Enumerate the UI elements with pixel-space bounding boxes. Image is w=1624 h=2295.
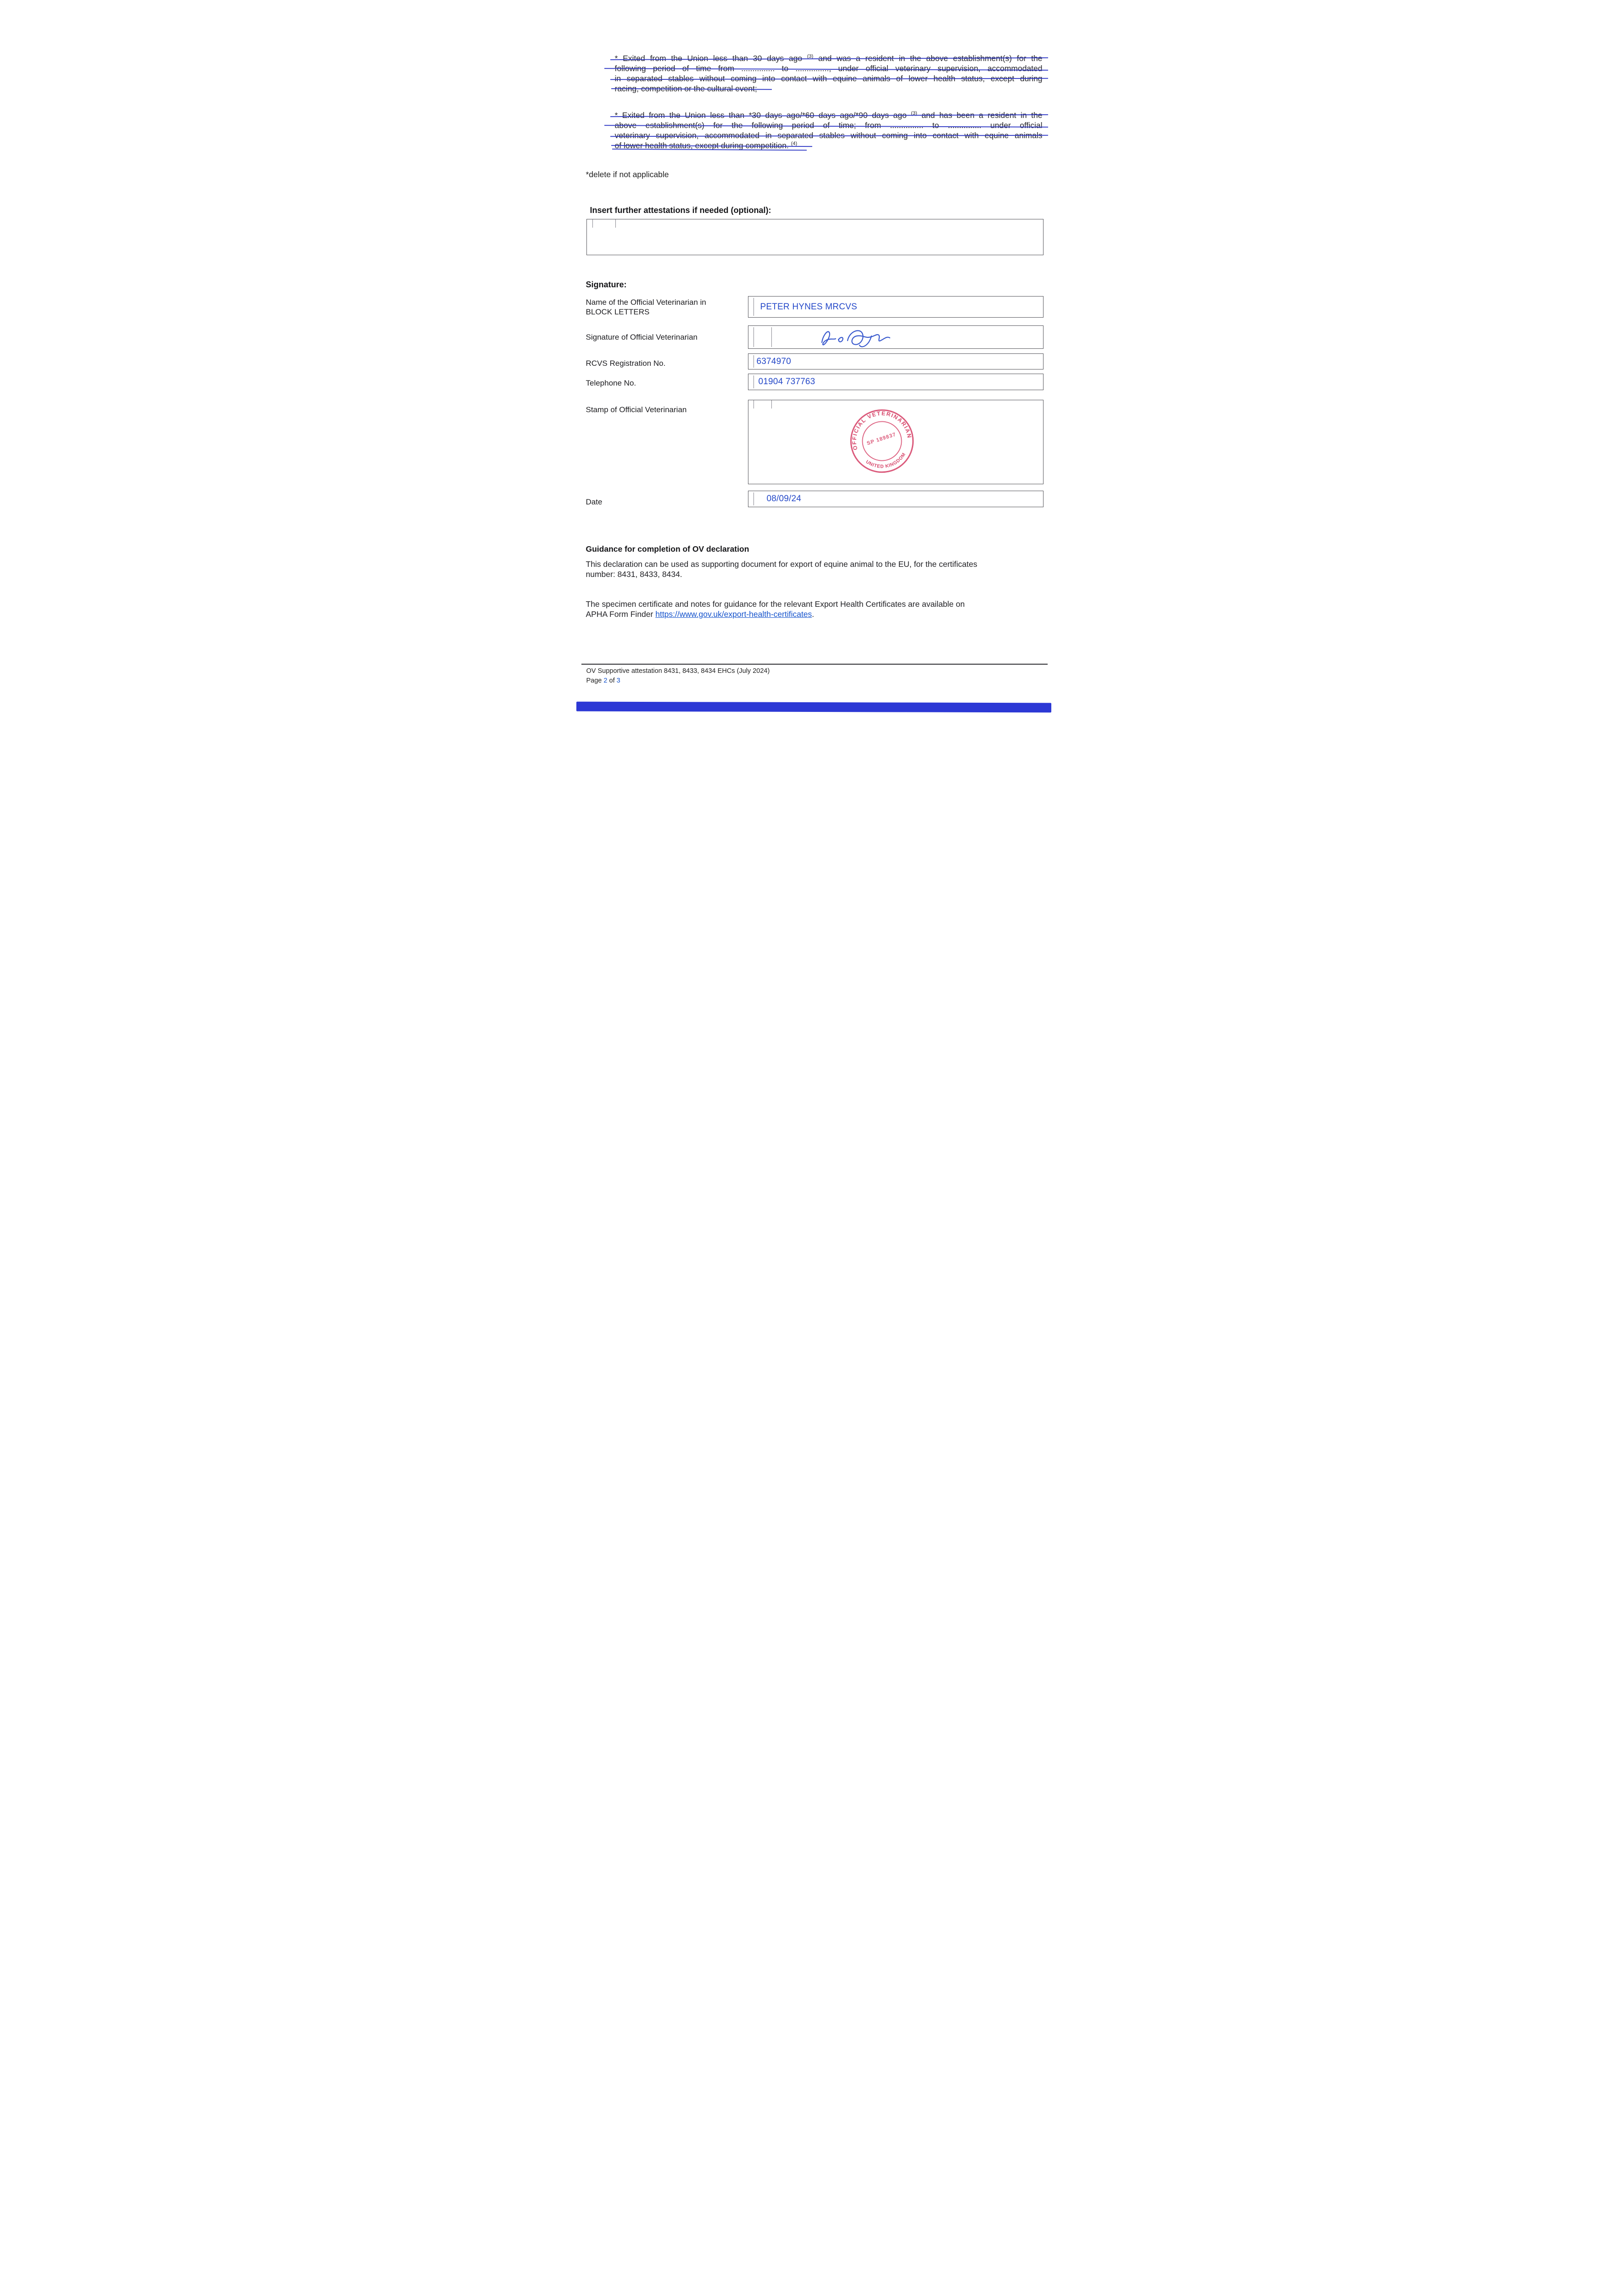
stamp-center-code: SP 189837 <box>866 431 897 447</box>
struck-text: * Exited from the Union less than *30 days ago/*60 days ago/*90 days ago <box>614 111 911 120</box>
stamp-label: Stamp of Official Veterinarian <box>586 405 687 414</box>
footnote-ref-3: (3) <box>911 111 917 117</box>
further-attestations-box <box>586 219 1044 255</box>
struck-line: in separated stables without coming into contact with equine animals of lower health status, except during <box>614 74 1043 83</box>
stamp-bottom-text-arc: UNITED KINGDOM <box>865 452 907 470</box>
signature-field-box <box>748 325 1044 349</box>
footer-divider <box>581 664 1048 665</box>
footnote-ref-3: (3) <box>807 54 814 60</box>
struck-line <box>615 110 1043 120</box>
page-total: 3 <box>616 677 620 684</box>
guidance-p1-line2: number: 8431, 8433, 8434. <box>586 570 682 579</box>
stamp-field-box <box>748 400 1044 484</box>
rcvs-value: 6374970 <box>756 356 791 366</box>
page-of: of <box>607 677 617 684</box>
footer-attestation-text: OV Supportive attestation 8431, 8433, 8434 EHCs (July 2024) <box>586 667 770 675</box>
export-certificates-link[interactable]: https://www.gov.uk/export-health-certificates <box>655 610 812 619</box>
date-value: 08/09/24 <box>766 494 802 504</box>
guidance-p2-prefix: APHA Form Finder <box>586 610 656 619</box>
page-current: 2 <box>603 677 608 684</box>
scan-bottom-bar <box>576 702 1051 713</box>
further-attestations-heading: Insert further attestations if needed (optional): <box>590 206 771 215</box>
signature-heading: Signature: <box>586 280 627 289</box>
cell-divider-tick <box>615 219 616 228</box>
name-value: PETER HYNES MRCVS <box>760 302 857 312</box>
struck-attestation-paragraph-2 <box>615 110 1043 151</box>
struck-text: and has been a resident in the <box>917 111 1043 120</box>
struck-line: above establishment(s) for the following period of time; from ............... to ............... under official <box>614 121 1043 130</box>
struck-text: * Exited from the Union less than 30 days ago <box>614 54 807 63</box>
veterinary-stamp <box>840 400 923 482</box>
name-field-box <box>748 296 1044 318</box>
rcvs-field-box <box>748 353 1044 369</box>
signature-label: Signature of Official Veterinarian <box>586 333 698 341</box>
guidance-heading: Guidance for completion of OV declaration <box>586 544 749 554</box>
cell-divider-tick <box>771 327 772 347</box>
struck-line: veterinary supervision, accommodated in separated stables without coming into contact with equine animals <box>614 131 1043 140</box>
rcvs-label: RCVS Registration No. <box>586 359 666 368</box>
guidance-p2-line2 <box>586 609 1045 619</box>
footnote-ref-4: (4) <box>791 141 798 147</box>
guidance-p2-suffix: . <box>812 610 815 619</box>
struck-text: and was a resident in the above establishment(s) for the <box>813 54 1043 63</box>
date-label: Date <box>586 498 603 506</box>
struck-text: of lower health status, except during competition. <box>614 141 791 150</box>
document-page <box>560 0 1065 713</box>
page-label: Page <box>586 677 604 684</box>
date-field-box <box>748 491 1044 507</box>
guidance-p2-line1: The specimen certificate and notes for guidance for the relevant Export Health Certificates are available on <box>586 599 965 609</box>
cell-divider-tick <box>753 400 754 409</box>
stamp-top-text-arc: OFFICIAL VETERINARIAN <box>851 410 913 451</box>
struck-line: racing, competition or the cultural event; <box>614 84 757 93</box>
guidance-paragraph-1 <box>586 559 1045 579</box>
struck-line <box>615 53 1043 63</box>
cell-divider-tick <box>771 400 772 409</box>
cell-divider-tick <box>592 219 593 228</box>
guidance-paragraph-2 <box>586 599 1045 619</box>
cell-divider-tick <box>753 327 754 347</box>
telephone-field-box <box>748 374 1044 390</box>
telephone-value: 01904 737763 <box>758 377 815 386</box>
name-label: Name of the Official Veterinarian in BLOCK LETTERS <box>586 298 706 316</box>
footer-page-number <box>586 676 620 685</box>
telephone-label: Telephone No. <box>586 379 636 387</box>
struck-line: following period of time from ............... to ..............., under official veterinary supervision, accommodated <box>614 64 1043 73</box>
guidance-p1-line1: This declaration can be used as supporting document for export of equine animal to the EU, for the certificates <box>586 560 977 569</box>
struck-attestation-paragraph-1 <box>615 53 1043 94</box>
handwritten-signature <box>817 322 895 353</box>
struck-line <box>615 140 798 151</box>
delete-if-not-applicable-note: *delete if not applicable <box>586 170 669 179</box>
